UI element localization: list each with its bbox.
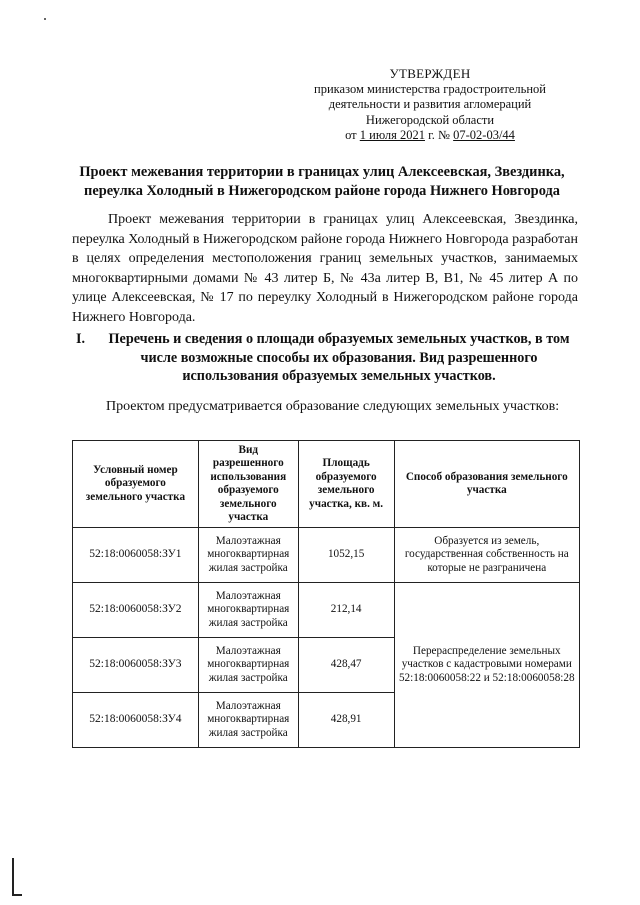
intro-paragraph: Проект межевания территории в границах улиц Алексеевская, Звездинка, переулка Холодный в Нижегородском районе города Нижнего Новгорода разработан в целях определения местоположения границ земельных участков, занимаемых многоквартирными домами № 43 литер Б, № 43а литер В, В1, № 45 литер А по улице Алексеевская, № 17 по переулку Холодный в Нижегородском районе города Нижнего Новгорода. xyxy=(72,212,578,325)
formation-method-cell: Образуется из земель, государственная собственность на которые не разграничена xyxy=(394,528,579,583)
plot-number-cell: 52:18:0060058:ЗУ2 xyxy=(73,583,199,638)
permitted-use-cell: Малоэтажная многоквартирная жилая застройка xyxy=(198,583,298,638)
approval-date: 1 июля 2021 xyxy=(359,128,425,142)
section-title: Перечень и сведения о площади образуемых земельных участков, в том числе возможные способы их образования. Вид разрешенного использования образуемых земельных участков. xyxy=(108,331,570,384)
area-cell: 428,91 xyxy=(298,693,394,748)
margin-mark xyxy=(44,18,46,20)
table-header-row xyxy=(73,441,580,528)
table-row xyxy=(73,583,580,638)
plot-number-cell: 52:18:0060058:ЗУ1 xyxy=(73,528,199,583)
approval-line-1: приказом министерства градостроительной xyxy=(314,81,546,96)
plot-number-cell: 52:18:0060058:ЗУ3 xyxy=(73,638,199,693)
area-cell: 1052,15 xyxy=(298,528,394,583)
header-formation-method: Способ образования земельного участка xyxy=(394,441,579,528)
approval-line-3: Нижегородской области xyxy=(365,112,495,127)
plot-number-cell: 52:18:0060058:ЗУ4 xyxy=(73,693,199,748)
land-plots-table xyxy=(72,440,580,748)
table-row xyxy=(73,528,580,583)
approval-number: 07-02-03/44 xyxy=(453,128,515,142)
scan-corner-mark xyxy=(12,858,14,896)
approval-heading: УТВЕРЖДЕН xyxy=(389,66,471,81)
section-number: I. xyxy=(76,331,86,347)
approval-stamp xyxy=(300,66,560,144)
approval-order-line xyxy=(300,128,560,144)
formation-method-cell: Перераспределение земельных участков с кадастровыми номерами 52:18:0060058:22 и 52:18:0060058:28 xyxy=(394,583,579,748)
section-heading xyxy=(76,330,580,386)
scan-corner-mark xyxy=(12,894,22,896)
header-area: Площадь образуемого земельного участка, кв. м. xyxy=(298,441,394,528)
permitted-use-cell: Малоэтажная многоквартирная жилая застройка xyxy=(198,528,298,583)
area-cell: 212,14 xyxy=(298,583,394,638)
header-plot-number: Условный номер образуемого земельного участка xyxy=(73,441,199,528)
permitted-use-cell: Малоэтажная многоквартирная жилая застройка xyxy=(198,693,298,748)
approval-date-prefix: от xyxy=(345,128,360,142)
approval-number-prefix: г. № xyxy=(424,128,454,142)
area-cell: 428,47 xyxy=(298,638,394,693)
header-permitted-use: Вид разрешенного использования образуемого земельного участка xyxy=(198,441,298,528)
permitted-use-cell: Малоэтажная многоквартирная жилая застройка xyxy=(198,638,298,693)
approval-line-2: деятельности и развития агломераций xyxy=(328,97,532,111)
lead-paragraph: Проектом предусматривается образование следующих земельных участков: xyxy=(106,399,560,414)
document-title: Проект межевания территории в границах улиц Алексеевская, Звездинка, переулка Холодный в Нижегородском районе города Нижнего Новгорода xyxy=(79,164,565,199)
